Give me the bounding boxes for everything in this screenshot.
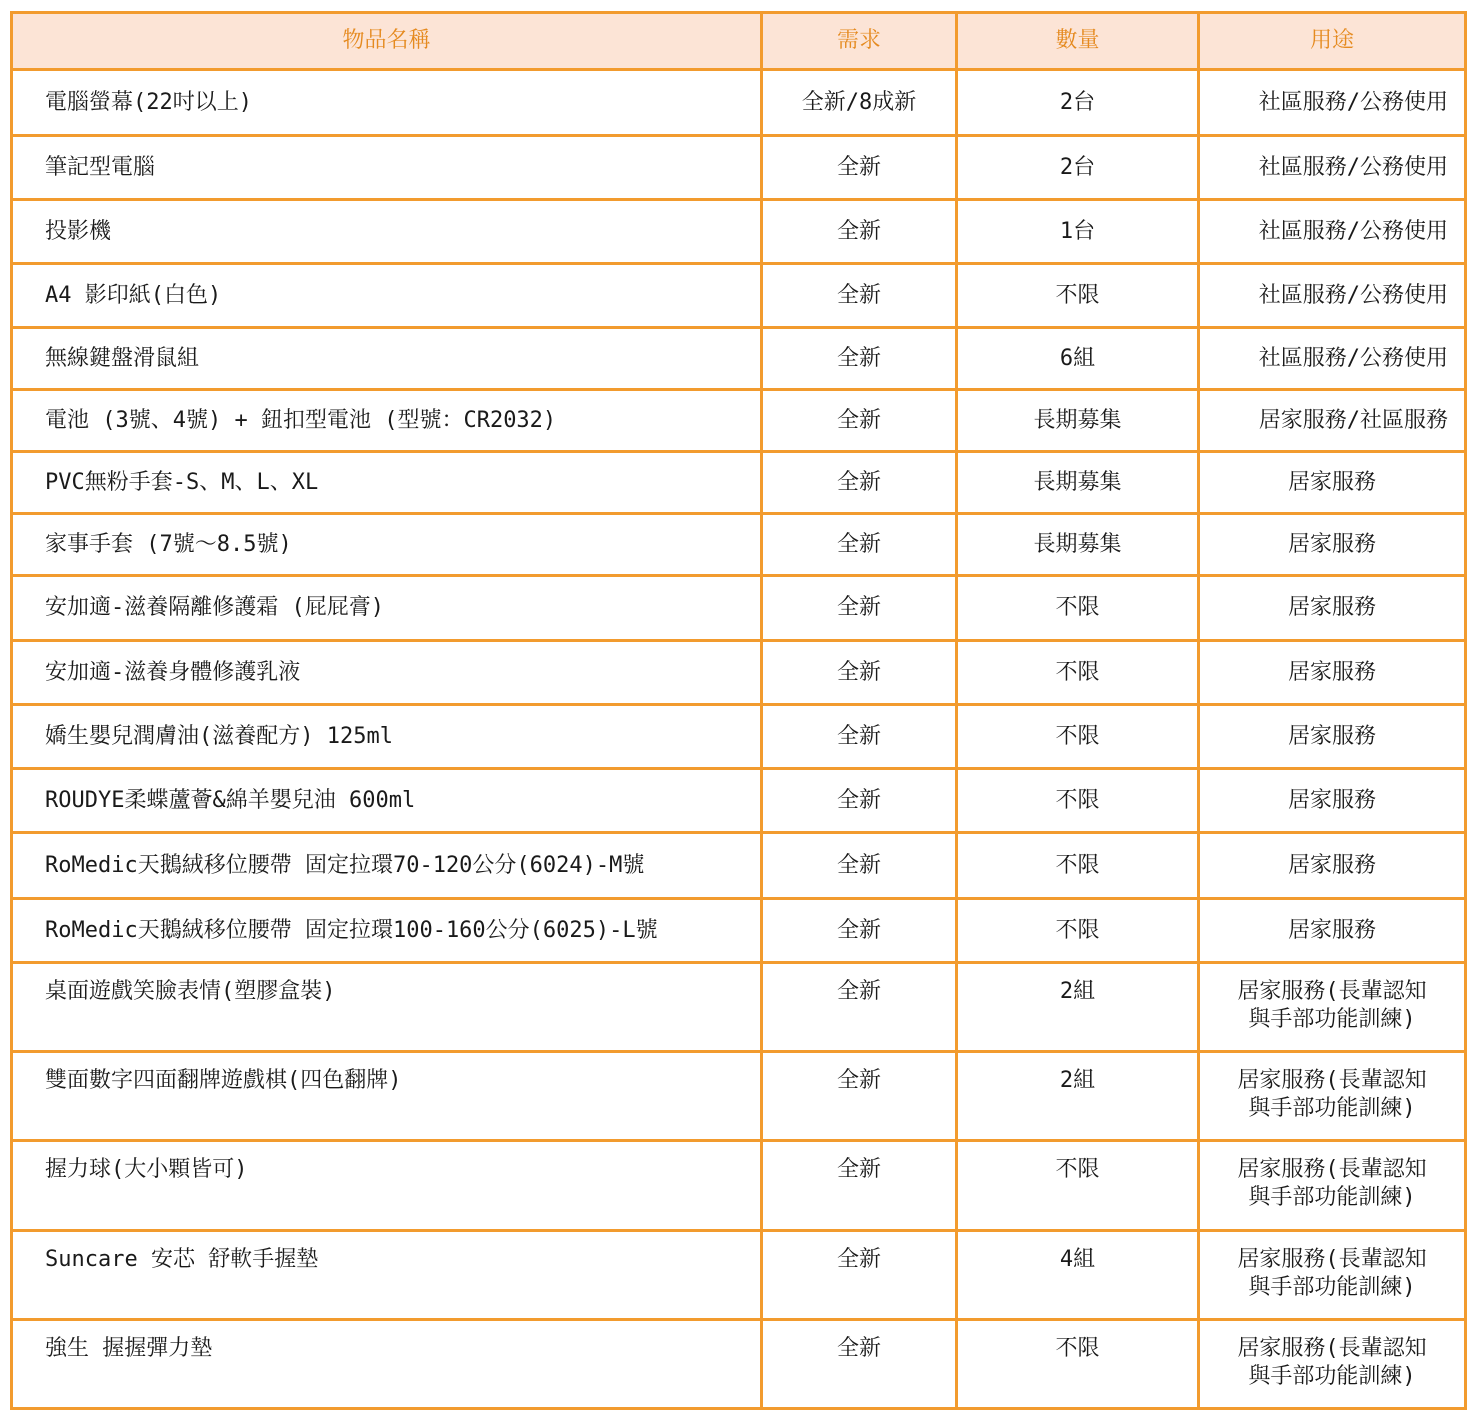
item-qty-cell: 不限 xyxy=(957,1320,1199,1409)
item-need-cell: 全新 xyxy=(762,641,957,705)
table-row xyxy=(12,1141,1466,1231)
item-usage-cell: 居家服務/社區服務 xyxy=(1199,390,1466,452)
usage-line-2: 與手部功能訓練) xyxy=(1248,1096,1416,1121)
header-need: 需求 xyxy=(762,13,957,70)
item-need-cell: 全新 xyxy=(762,1320,957,1409)
item-usage-cell: 社區服務/公務使用 xyxy=(1199,328,1466,390)
item-need-cell: 全新 xyxy=(762,899,957,963)
item-name-cell: 筆記型電腦 xyxy=(12,136,762,200)
header-quantity: 數量 xyxy=(957,13,1199,70)
item-usage-cell: 居家服務 xyxy=(1199,705,1466,769)
table-row xyxy=(12,705,1466,769)
table-row xyxy=(12,1231,1466,1320)
table-row xyxy=(12,1320,1466,1409)
table-row xyxy=(12,769,1466,833)
item-name-cell: 安加適-滋養隔離修護霜 (屁屁膏) xyxy=(12,576,762,641)
table-row xyxy=(12,200,1466,264)
item-qty-cell: 不限 xyxy=(957,264,1199,328)
usage-line-2: 與手部功能訓練) xyxy=(1248,1185,1416,1210)
item-qty-cell: 不限 xyxy=(957,576,1199,641)
table-row xyxy=(12,328,1466,390)
table-row xyxy=(12,390,1466,452)
item-qty-cell: 2台 xyxy=(957,136,1199,200)
table-row xyxy=(12,70,1466,136)
item-name-cell: 無線鍵盤滑鼠組 xyxy=(12,328,762,390)
table-row xyxy=(12,963,1466,1052)
item-need-cell: 全新/8成新 xyxy=(762,70,957,136)
item-qty-cell: 2台 xyxy=(957,70,1199,136)
usage-line-2: 與手部功能訓練) xyxy=(1248,1364,1416,1389)
header-item-name: 物品名稱 xyxy=(12,13,762,70)
item-name-cell: PVC無粉手套-S、M、L、XL xyxy=(12,452,762,514)
item-name-cell: 家事手套 (7號～8.5號) xyxy=(12,514,762,576)
table-row xyxy=(12,899,1466,963)
item-name-cell: 電池 (3號、4號) + 鈕扣型電池 (型號：CR2032) xyxy=(12,390,762,452)
usage-line-1: 居家服務(長輩認知 xyxy=(1237,1336,1427,1361)
item-usage-cell xyxy=(1199,963,1466,1052)
item-usage-cell xyxy=(1199,1320,1466,1409)
item-need-cell: 全新 xyxy=(762,833,957,899)
item-name-cell: 桌面遊戲笑臉表情(塑膠盒裝) xyxy=(12,963,762,1052)
item-need-cell: 全新 xyxy=(762,328,957,390)
table-row xyxy=(12,1052,1466,1141)
item-name-cell: 握力球(大小顆皆可) xyxy=(12,1141,762,1231)
item-qty-cell: 不限 xyxy=(957,899,1199,963)
table-row xyxy=(12,641,1466,705)
item-name-cell: 電腦螢幕(22吋以上) xyxy=(12,70,762,136)
usage-line-1: 居家服務(長輩認知 xyxy=(1237,1157,1427,1182)
item-usage-cell: 居家服務 xyxy=(1199,452,1466,514)
item-need-cell: 全新 xyxy=(762,963,957,1052)
item-need-cell: 全新 xyxy=(762,264,957,328)
item-name-cell: 安加適-滋養身體修護乳液 xyxy=(12,641,762,705)
table-header-row xyxy=(12,13,1466,70)
item-need-cell: 全新 xyxy=(762,136,957,200)
donation-table-container xyxy=(10,11,1467,1410)
item-name-cell: 強生 握握彈力墊 xyxy=(12,1320,762,1409)
item-usage-cell: 社區服務/公務使用 xyxy=(1199,264,1466,328)
item-usage-cell xyxy=(1199,1231,1466,1320)
item-qty-cell: 1台 xyxy=(957,200,1199,264)
item-usage-cell: 居家服務 xyxy=(1199,833,1466,899)
item-name-cell: RoMedic天鵝絨移位腰帶 固定拉環100-160公分(6025)-L號 xyxy=(12,899,762,963)
item-need-cell: 全新 xyxy=(762,200,957,264)
item-need-cell: 全新 xyxy=(762,576,957,641)
usage-line-2: 與手部功能訓練) xyxy=(1248,1007,1416,1032)
donation-items-table xyxy=(10,11,1467,1410)
table-row xyxy=(12,264,1466,328)
item-qty-cell: 長期募集 xyxy=(957,390,1199,452)
usage-line-1: 居家服務(長輩認知 xyxy=(1237,1068,1427,1093)
item-need-cell: 全新 xyxy=(762,705,957,769)
item-name-cell: 嬌生嬰兒潤膚油(滋養配方) 125ml xyxy=(12,705,762,769)
item-usage-cell: 居家服務 xyxy=(1199,641,1466,705)
item-need-cell: 全新 xyxy=(762,1052,957,1141)
item-qty-cell: 2組 xyxy=(957,1052,1199,1141)
item-qty-cell: 不限 xyxy=(957,1141,1199,1231)
item-usage-cell xyxy=(1199,1052,1466,1141)
usage-line-1: 居家服務(長輩認知 xyxy=(1237,1247,1427,1272)
item-usage-cell: 社區服務/公務使用 xyxy=(1199,200,1466,264)
item-need-cell: 全新 xyxy=(762,514,957,576)
item-name-cell: 投影機 xyxy=(12,200,762,264)
item-name-cell: Suncare 安芯 舒軟手握墊 xyxy=(12,1231,762,1320)
item-need-cell: 全新 xyxy=(762,1231,957,1320)
item-qty-cell: 長期募集 xyxy=(957,514,1199,576)
usage-line-1: 居家服務(長輩認知 xyxy=(1237,979,1427,1004)
item-usage-cell: 居家服務 xyxy=(1199,514,1466,576)
item-qty-cell: 長期募集 xyxy=(957,452,1199,514)
item-usage-cell xyxy=(1199,1141,1466,1231)
item-usage-cell: 居家服務 xyxy=(1199,769,1466,833)
item-qty-cell: 6組 xyxy=(957,328,1199,390)
item-name-cell: RoMedic天鵝絨移位腰帶 固定拉環70-120公分(6024)-M號 xyxy=(12,833,762,899)
table-row xyxy=(12,576,1466,641)
item-usage-cell: 社區服務/公務使用 xyxy=(1199,136,1466,200)
item-qty-cell: 4組 xyxy=(957,1231,1199,1320)
table-row xyxy=(12,514,1466,576)
table-row xyxy=(12,833,1466,899)
item-need-cell: 全新 xyxy=(762,1141,957,1231)
table-row xyxy=(12,452,1466,514)
header-usage: 用途 xyxy=(1199,13,1466,70)
item-usage-cell: 社區服務/公務使用 xyxy=(1199,70,1466,136)
item-usage-cell: 居家服務 xyxy=(1199,899,1466,963)
item-qty-cell: 2組 xyxy=(957,963,1199,1052)
item-qty-cell: 不限 xyxy=(957,641,1199,705)
item-qty-cell: 不限 xyxy=(957,769,1199,833)
item-qty-cell: 不限 xyxy=(957,705,1199,769)
item-name-cell: A4 影印紙(白色) xyxy=(12,264,762,328)
usage-line-2: 與手部功能訓練) xyxy=(1248,1275,1416,1300)
item-name-cell: ROUDYE柔蝶蘆薈&綿羊嬰兒油 600ml xyxy=(12,769,762,833)
item-usage-cell: 居家服務 xyxy=(1199,576,1466,641)
item-need-cell: 全新 xyxy=(762,452,957,514)
item-need-cell: 全新 xyxy=(762,769,957,833)
item-name-cell: 雙面數字四面翻牌遊戲棋(四色翻牌) xyxy=(12,1052,762,1141)
table-row xyxy=(12,136,1466,200)
item-qty-cell: 不限 xyxy=(957,833,1199,899)
item-need-cell: 全新 xyxy=(762,390,957,452)
